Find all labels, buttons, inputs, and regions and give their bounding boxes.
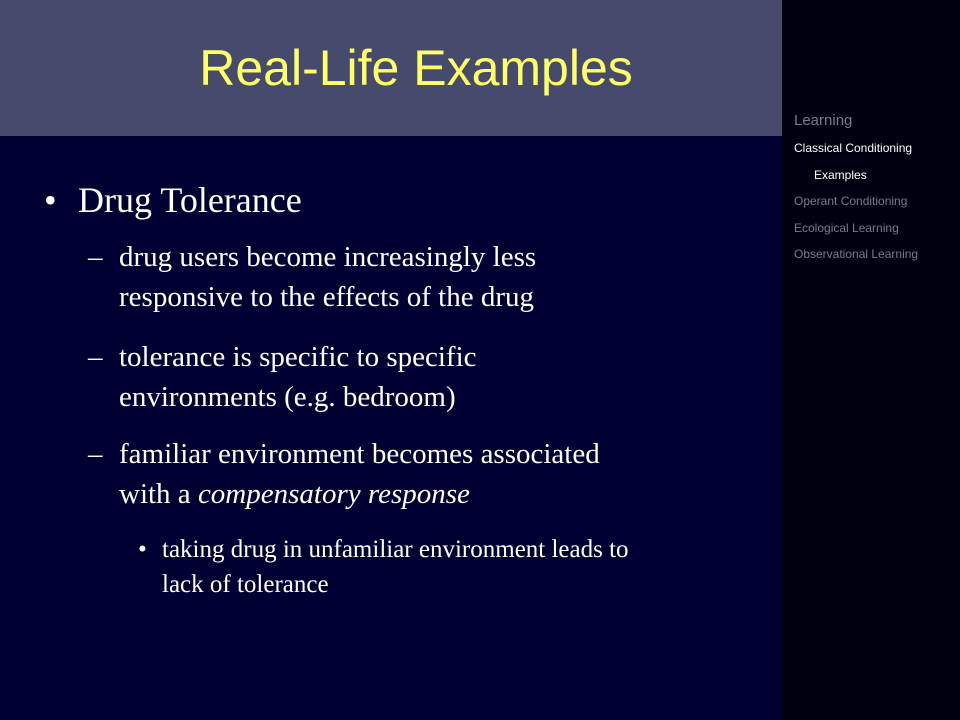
sub-bullet-2-line-2: environments (e.g. bedroom) (119, 381, 456, 413)
sub-bullet-3-line-2 (88, 474, 768, 514)
bullet-dot-icon: • (138, 536, 147, 563)
sub-sub-bullet (138, 532, 778, 602)
outline-nav (794, 110, 918, 273)
sub-bullet-3-line-2-prefix: with a (119, 478, 198, 510)
nav-item-operant-conditioning[interactable]: Operant Conditioning (794, 194, 908, 208)
sub-bullet-2-line-1: tolerance is specific to specific (119, 341, 477, 373)
dash-icon: – (88, 341, 103, 373)
nav-item-examples[interactable]: Examples (814, 167, 867, 182)
nav-item-learning[interactable]: Learning (794, 112, 853, 129)
sub-bullet-1-line-1: drug users become increasingly less (119, 241, 537, 273)
sidebar (782, 0, 960, 720)
main-bullet (44, 176, 302, 224)
bullet-dot-icon: • (44, 180, 57, 220)
main-bullet-text: Drug Tolerance (78, 180, 302, 220)
nav-item-classical-conditioning[interactable]: Classical Conditioning (794, 141, 913, 155)
sub-bullet-2 (88, 337, 768, 417)
dash-icon: – (88, 438, 103, 470)
sub-sub-bullet-line-1: taking drug in unfamiliar environment leads to (162, 536, 629, 563)
sub-bullet-3 (88, 434, 768, 514)
sub-bullet-3-line-1: familiar environment becomes associated (119, 438, 600, 470)
dash-icon: – (88, 241, 103, 273)
slide-title: Real-Life Examples (199, 40, 633, 96)
sub-sub-bullet-line-2: lack of tolerance (162, 571, 329, 598)
nav-item-observational-learning[interactable]: Observational Learning (794, 247, 919, 261)
nav-item-ecological-learning[interactable]: Ecological Learning (794, 220, 899, 235)
sub-bullet-3-emphasis: compensatory response (197, 478, 470, 510)
sub-bullet-1-line-2: responsive to the effects of the drug (119, 281, 535, 313)
sub-bullet-1 (88, 237, 768, 317)
